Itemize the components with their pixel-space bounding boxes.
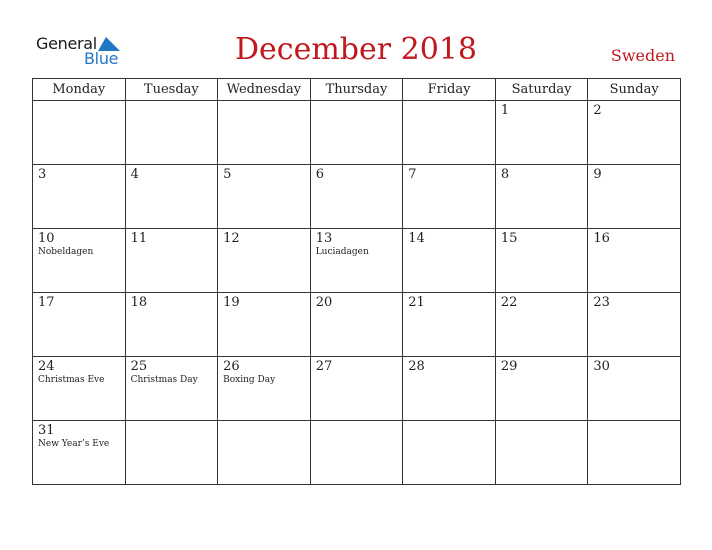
day-number: 5 [223,167,232,182]
logo-text-general: General [36,34,97,53]
day-number: 23 [593,295,610,310]
day-number: 20 [315,295,333,310]
weekday-header: Monday [33,79,126,101]
logo-text-blue: Blue [84,49,119,68]
week-row [33,357,681,421]
weekday-header: Wednesday [218,79,311,101]
day-cell [310,293,403,357]
day-cell [125,293,218,357]
calendar-title: December 2018 [235,32,477,67]
day-cell [310,421,403,485]
day-number: 2 [593,103,602,118]
week-row [33,421,681,485]
day-number: 4 [130,167,139,182]
day-cell [588,165,681,229]
day-cell [125,101,218,165]
holiday-label: Nobeldagen [38,247,94,257]
day-number: 30 [593,359,610,374]
holiday-label: Christmas Eve [38,375,105,385]
day-number: 9 [593,167,602,182]
day-cell [310,229,403,293]
day-number: 8 [500,167,510,182]
day-cell [218,165,311,229]
day-number: 11 [130,231,148,246]
day-cell [125,165,218,229]
day-cell [588,101,681,165]
day-cell [403,229,496,293]
day-cell [33,101,126,165]
day-cell [403,165,496,229]
day-cell [33,165,126,229]
weekday-header: Sunday [588,79,681,101]
holiday-label: New Year’s Eve [38,439,110,449]
day-cell [33,229,126,293]
day-number: 3 [38,167,47,182]
day-cell [218,229,311,293]
day-cell [33,421,126,485]
weekday-header: Friday [403,79,496,101]
day-cell [403,357,496,421]
holiday-label: Luciadagen [315,247,369,257]
country-label: Sweden [610,46,675,65]
day-cell [310,165,403,229]
day-number: 14 [408,231,425,246]
day-number: 15 [500,231,518,246]
day-number: 21 [408,295,425,310]
day-cell [125,421,218,485]
day-number: 6 [315,167,324,182]
day-number: 19 [223,295,240,310]
day-number: 31 [38,423,55,438]
day-cell [310,357,403,421]
day-cell [588,357,681,421]
day-number: 13 [315,231,333,246]
weekday-header-row [33,79,681,101]
day-cell [33,357,126,421]
day-number: 28 [408,359,425,374]
day-cell [218,293,311,357]
day-number: 25 [130,359,148,374]
day-number: 1 [500,103,510,118]
weekday-header: Thursday [310,79,403,101]
day-cell [588,229,681,293]
day-cell [495,421,588,485]
day-cell [218,357,311,421]
day-number: 10 [38,231,55,246]
day-cell [495,165,588,229]
holiday-label: Christmas Day [130,375,198,385]
week-row [33,101,681,165]
day-cell [33,293,126,357]
day-cell [125,357,218,421]
day-cell [403,421,496,485]
day-cell [403,101,496,165]
day-number: 18 [130,295,148,310]
week-row [33,229,681,293]
day-cell [218,421,311,485]
day-cell [218,101,311,165]
day-number: 16 [593,231,610,246]
weekday-header: Saturday [495,79,588,101]
calendar-grid [32,78,681,485]
day-cell [495,101,588,165]
day-cell [588,421,681,485]
day-number: 29 [500,359,518,374]
day-number: 24 [38,359,55,374]
day-number: 22 [500,295,518,310]
day-cell [588,293,681,357]
day-number: 7 [408,167,417,182]
day-number: 26 [223,359,240,374]
day-cell [310,101,403,165]
day-cell [125,229,218,293]
week-row [33,293,681,357]
day-cell [495,293,588,357]
week-row [33,165,681,229]
day-cell [495,229,588,293]
day-cell [403,293,496,357]
day-cell [495,357,588,421]
holiday-label: Boxing Day [223,375,276,385]
day-number: 12 [223,231,240,246]
weekday-header: Tuesday [125,79,218,101]
day-number: 17 [38,295,55,310]
day-number: 27 [315,359,333,374]
